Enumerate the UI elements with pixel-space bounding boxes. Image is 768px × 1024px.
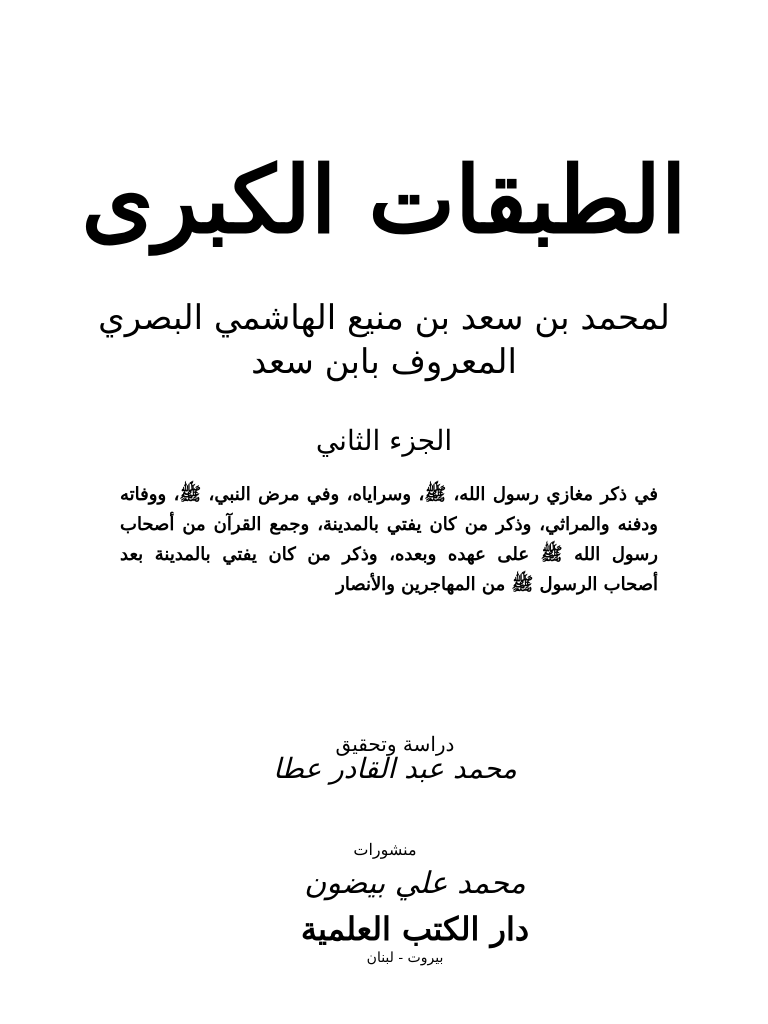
editor-name: محمد عبد القادر عطا <box>273 752 517 785</box>
publications-label: منشورات <box>353 840 417 859</box>
author-known-as: المعروف بابن سعد <box>251 342 517 382</box>
author-line: لمحمد بن سعد بن منيع الهاشمي البصري <box>98 298 670 338</box>
volume-label: الجزء الثاني <box>315 424 453 457</box>
study-and-editing-label: دراسة وتحقيق <box>335 732 455 756</box>
publisher-name: محمد علي بيضون <box>304 866 526 901</box>
publishing-house: دار الكتب العلمية <box>300 910 530 948</box>
book-title: الطبقات الكبرى <box>81 146 687 254</box>
volume-description: في ذكر مغازي رسول الله، ﷺ، وسراياه، وفي مرض النبي، ﷺ، ووفاته ودفنه والمراثي، وذكر من كان يفتي بالمدينة، وجمع القرآن من أصحاب رسول الله ﷺ على عهده وبعده، وذكر من كان يفتي بالمدينة بعد أصحاب الرسول ﷺ من المهاجرين والأنصار <box>120 484 658 595</box>
publisher-location: بيروت - لبنان <box>366 950 444 966</box>
